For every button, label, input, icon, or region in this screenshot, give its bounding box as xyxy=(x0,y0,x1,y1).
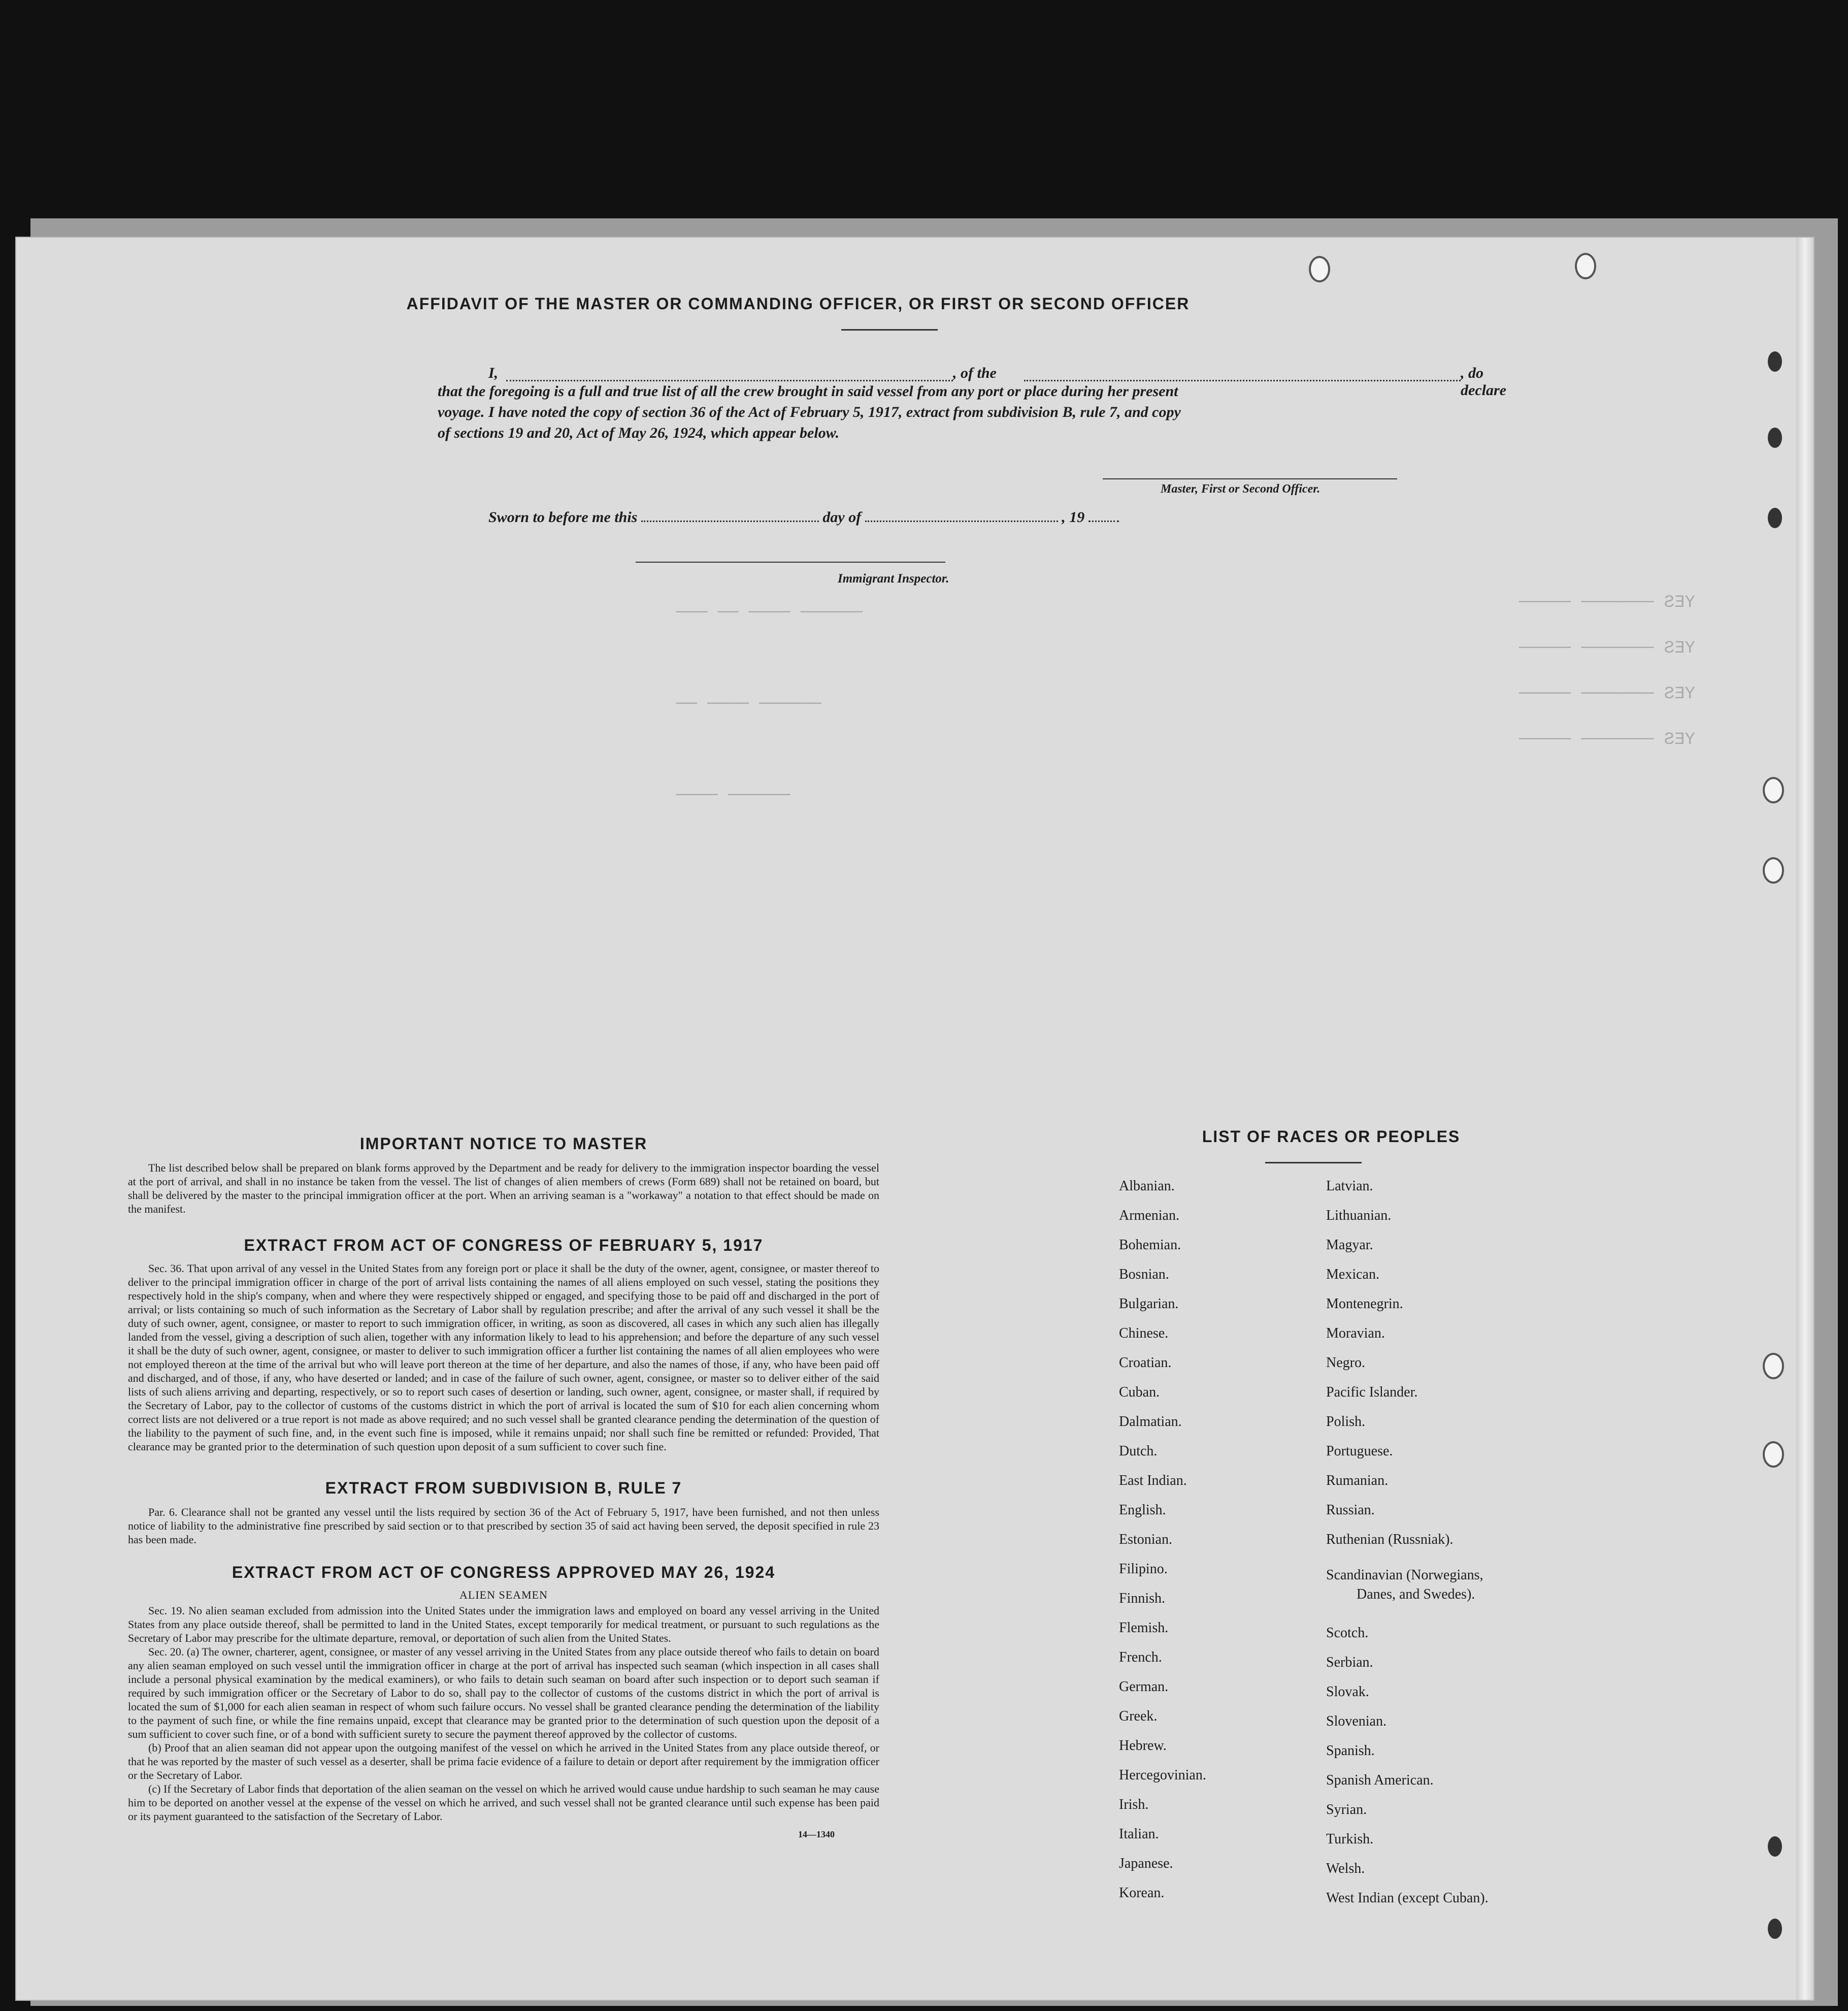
binder-tab-icon xyxy=(1768,1919,1782,1939)
binder-tab-icon xyxy=(1768,508,1782,528)
day-of-text: day of xyxy=(822,509,862,526)
race-item: Dutch. xyxy=(1119,1443,1158,1459)
inspector-label: Immigrant Inspector. xyxy=(838,572,949,586)
race-item: Dalmatian. xyxy=(1119,1414,1182,1430)
race-item: Magyar. xyxy=(1326,1237,1373,1253)
race-item: Turkish. xyxy=(1326,1831,1374,1847)
race-item: Armenian. xyxy=(1119,1208,1179,1223)
race-item: Latvian. xyxy=(1326,1178,1373,1194)
binder-tab-icon xyxy=(1768,1836,1782,1857)
extract-1917-text: Sec. 36. That upon arrival of any vessel in the United States from any foreign port or place it shall be the duty of the owner, agent, consignee, or master thereof to deliver to the principal immigration officer in charge of the port of arrival lists containing the names of all aliens employed on such vessel, stating the positions they respectively hold in the ship's company, when and where they were respectively shipped or engaged, and specifying those to be paid off and discharged in the port of arrival; or lists containing so much of such information as the Secretary of Labor shall by regulation prescribe; and after the arrival of any such vessel it shall be the duty of such owner, agent, consignee, or master to report to such immigration officer, in writing, as soon as discovered, all cases in which any such alien has illegally landed from the vessel, giving a description of such alien, together with any information likely to lead to his apprehension; and before the departure of any such vessel it shall be the duty of such owner, agent, consignee, or master to deliver to such immigration officer a further list containing the names of all alien employees who were not employed thereon at the time of the arrival but who will leave port thereon at the time of her departure, and also the names of those, if any, who have been paid off and discharged, and of those, if any, who have deserted or landed; and in case of the failure of such owner, agent, consignee, or master so to deliver either of the said lists of such aliens arriving and departing, respectively, or so to report such cases of desertion or landing, such owner, agent, consignee, or master shall, if required by the Secretary of Labor, pay to the collector of customs of the customs district in which the port of arrival is located the sum of $10 for each alien concerning whom correct lists are not delivered or a true report is not made as above required; and no such vessel shall be granted clearance pending the determination of the question of the liability to the payment of such fine, and, in the event such fine is imposed, while it remains unpaid; nor shall such fine be remitted or refunded: Provided, That clearance may be granted prior to the determination of such question upon deposit of a sum sufficient to cover such fine. xyxy=(128,1262,879,1453)
race-item: Chinese. xyxy=(1119,1325,1169,1341)
affidavit-line4: of sections 19 and 20, Act of May 26, 1924, which appear below. xyxy=(438,425,840,441)
page-edge xyxy=(1796,238,1813,2000)
race-item: Russian. xyxy=(1326,1502,1375,1518)
sec20a-text: Sec. 20. (a) The owner, charterer, agent, consignee, or master of any vessel arriving in the United States from any place outside thereof who fails to detain on board any alien seaman employed on such vessel until the immigration officer in charge at the port of arrival has inspected such seaman (which inspection in all cases shall include a personal physical examination by the medical examiners), or who fails to detain such seaman on board after such inspection or to deport such seaman if required by such immigration officer or the Secretary of Labor to do so, shall pay to the collector of customs of the customs district in which the port of arrival is located the sum of $1,000 for each alien seaman in respect of whom such failure occurs. No vessel shall be granted clearance pending the determination of the liability to the payment of such fine, or while the fine remains unpaid, except that clearance may be granted prior to the determination of such question upon the deposit of a sum sufficient to cover such fine, or of a bond with sufficient surety to secure the payment thereof approved by the collector of customs. xyxy=(128,1645,879,1740)
extract-1924-title: EXTRACT FROM ACT OF CONGRESS APPROVED MAY 26, 1924 xyxy=(232,1563,776,1581)
race-item-continued: Danes, and Swedes). xyxy=(1357,1586,1475,1602)
race-item: Bohemian. xyxy=(1119,1237,1181,1253)
race-item: Irish. xyxy=(1119,1797,1149,1812)
race-item: Mexican. xyxy=(1326,1267,1379,1282)
race-item: Ruthenian (Russniak). xyxy=(1326,1532,1454,1547)
affidavit-of-the: , of the xyxy=(953,365,997,381)
race-item: Scotch. xyxy=(1326,1625,1369,1641)
race-item: Slovenian. xyxy=(1326,1713,1387,1729)
show-through-text: YES ─────── ───── xyxy=(1519,593,1695,612)
punch-hole-icon xyxy=(1763,1441,1784,1468)
race-item: Hercegovinian. xyxy=(1119,1767,1206,1783)
race-item: Slovak. xyxy=(1326,1684,1369,1700)
form-number: 14—1340 xyxy=(798,1829,835,1839)
binder-tab-icon xyxy=(1768,428,1782,448)
race-item: Polish. xyxy=(1326,1414,1366,1430)
race-item: French. xyxy=(1119,1649,1162,1665)
vessel-blank xyxy=(1024,367,1461,381)
sec19-text: Sec. 19. No alien seaman excluded from admission into the United States under the immigration laws and employed on board any vessel arriving in the United States from any place outside thereof, shall be permitted to land in the United States, except temporarily for medical treatment, or pursuant to such regulations as the Secretary of Labor may prescribe for the ultimate departure, removal, or deportation of such alien from the United States. xyxy=(128,1604,879,1644)
race-item: Portuguese. xyxy=(1326,1443,1393,1459)
race-item: Rumanian. xyxy=(1326,1473,1389,1488)
race-item: Korean. xyxy=(1119,1885,1165,1901)
race-item: Serbian. xyxy=(1326,1655,1373,1670)
race-item: Lithuanian. xyxy=(1326,1208,1392,1223)
race-item: Bosnian. xyxy=(1119,1267,1169,1282)
race-item: English. xyxy=(1119,1502,1166,1518)
month-blank xyxy=(865,509,1058,522)
race-item: Estonian. xyxy=(1119,1532,1172,1547)
race-item: Cuban. xyxy=(1119,1384,1160,1400)
race-item: Filipino. xyxy=(1119,1561,1168,1577)
race-item: Spanish. xyxy=(1326,1743,1375,1759)
punch-hole-icon xyxy=(1575,253,1596,279)
subdivision-b-text: Par. 6. Clearance shall not be granted any vessel until the lists required by section 36 of the Act of February 5, 1917, have been furnished, and not then unless notice of liability to the administrative fine prescribed by said section or to that prescribed by section 35 of said act having been served, the deposit specified in rule 23 has been made. xyxy=(128,1506,879,1546)
extract-1917-title: EXTRACT FROM ACT OF CONGRESS OF FEBRUARY 5, 1917 xyxy=(244,1236,764,1254)
race-item: West Indian (except Cuban). xyxy=(1326,1890,1489,1906)
name-blank xyxy=(506,367,953,381)
race-item: Italian. xyxy=(1119,1826,1159,1842)
race-item: Bulgarian. xyxy=(1119,1296,1179,1312)
show-through-text: YES ─────── ───── xyxy=(1519,685,1695,704)
year-text: , 19 xyxy=(1062,509,1085,526)
sworn-text: Sworn to before me this xyxy=(488,509,638,526)
punch-hole-icon xyxy=(1763,777,1784,803)
race-item: Scandinavian (Norwegians, xyxy=(1326,1567,1483,1583)
race-item: Croatian. xyxy=(1119,1355,1172,1371)
affidavit-title: AFFIDAVIT OF THE MASTER OR COMMANDING OFFICER, OR FIRST OR SECOND OFFICER xyxy=(406,295,1190,313)
races-title-rule xyxy=(1265,1162,1362,1163)
show-through-text: ────── ──── xyxy=(676,786,790,805)
notice-title: IMPORTANT NOTICE TO MASTER xyxy=(359,1134,648,1153)
races-title: LIST OF RACES OR PEOPLES xyxy=(1202,1127,1461,1146)
affidavit-line2: that the foregoing is a full and true list of all the crew brought in said vessel from any port or place during her present xyxy=(438,383,1178,400)
inspector-signature-line xyxy=(636,562,945,563)
race-item: Negro. xyxy=(1326,1355,1365,1371)
master-label: Master, First or Second Officer. xyxy=(1161,482,1321,496)
race-item: Moravian. xyxy=(1326,1325,1385,1341)
sec20b-text: (b) Proof that an alien seaman did not appear upon the outgoing manifest of the vessel on which he arrived in the United States from any place outside thereof, or that he was reported by the master of such vessel as a deserter, shall be prima facie evidence of a failure to detain or deport after requirement by the immigration officer or the Secretary of Labor. xyxy=(128,1741,879,1781)
race-item: Pacific Islander. xyxy=(1326,1384,1418,1400)
race-item: Welsh. xyxy=(1326,1861,1365,1876)
form-page xyxy=(16,238,1813,2000)
race-item: East Indian. xyxy=(1119,1473,1187,1488)
title-rule xyxy=(841,329,938,331)
show-through-text: YES ─────── ───── xyxy=(1519,639,1695,658)
date-blank xyxy=(641,509,819,522)
race-item: Hebrew. xyxy=(1119,1738,1167,1754)
affidavit-body xyxy=(438,381,1453,443)
race-item: Japanese. xyxy=(1119,1856,1173,1871)
affidavit-line3: voyage. I have noted the copy of section 36 of the Act of February 5, 1917, extract from subdivision B, rule 7, and copy xyxy=(438,404,1181,420)
affidavit-i: I, xyxy=(488,365,499,381)
punch-hole-icon xyxy=(1763,1353,1784,1379)
race-item: Finnish. xyxy=(1119,1591,1166,1606)
race-item: Montenegrin. xyxy=(1326,1296,1403,1312)
sworn-line xyxy=(488,509,1199,526)
punch-hole-icon xyxy=(1309,256,1330,282)
alien-seamen-subtitle: ALIEN SEAMEN xyxy=(459,1588,548,1601)
punch-hole-icon xyxy=(1763,857,1784,884)
race-item: Syrian. xyxy=(1326,1802,1367,1818)
affidavit-declare: , do declare xyxy=(1461,365,1506,399)
show-through-text: YES ─────── ───── xyxy=(1519,730,1695,750)
race-item: German. xyxy=(1119,1679,1169,1695)
race-item: Spanish American. xyxy=(1326,1772,1434,1788)
binder-tab-icon xyxy=(1768,351,1782,372)
extract-1924-body xyxy=(128,1604,879,1823)
year-blank xyxy=(1088,509,1119,522)
race-item: Greek. xyxy=(1119,1708,1158,1724)
race-item: Flemish. xyxy=(1119,1620,1169,1636)
subdivision-b-title: EXTRACT FROM SUBDIVISION B, RULE 7 xyxy=(325,1479,682,1497)
master-signature-line xyxy=(1103,478,1397,479)
sec20c-text: (c) If the Secretary of Labor finds that deportation of the alien seaman on the vessel on which he arrived would cause undue hardship to such seaman he may cause him to be deported on another vessel at the expense of the vessel on which he arrived, and such vessel shall not be granted clearance until such expense has been paid or its payment guaranteed to the satisfaction of the Secretary of Labor. xyxy=(128,1782,879,1823)
race-item: Albanian. xyxy=(1119,1178,1175,1194)
show-through-text: ────── ──── ── xyxy=(676,695,821,714)
notice-text: The list described below shall be prepared on blank forms approved by the Department and be ready for delivery to the immigration inspector boarding the vessel at the port of arrival, and shall in no instance be taken from the vessel. The list of changes of alien members of crews (Form 689) shall not be retained on board, but shall be delivered by the master to the principal immigration officer at the port. When an arriving seaman is a "workaway" a notation to that effect should be made on the manifest. xyxy=(128,1161,879,1215)
show-through-text: ────── ──── ── ─── xyxy=(676,603,863,623)
